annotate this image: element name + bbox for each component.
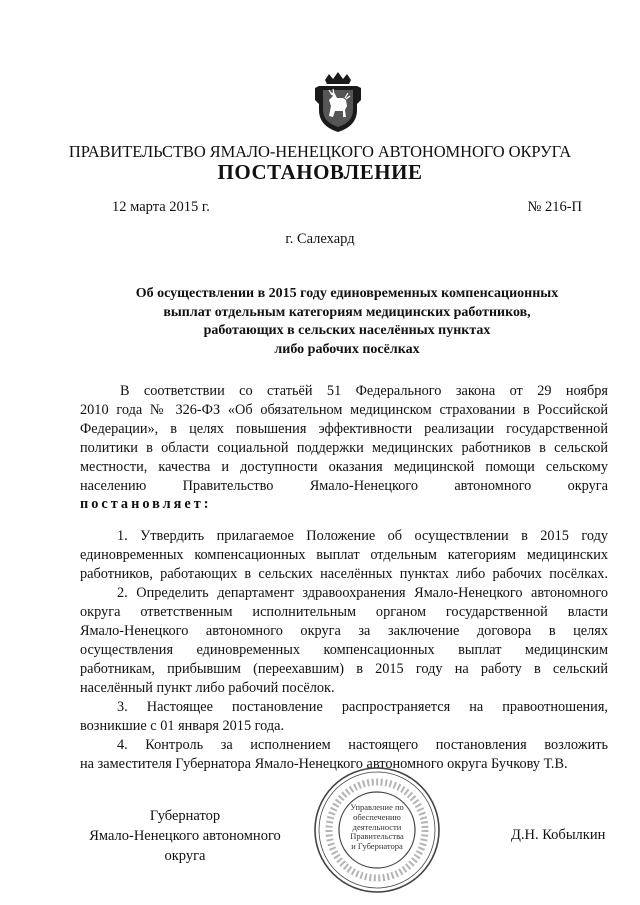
title-line: либо рабочих посёлках bbox=[274, 341, 420, 357]
seal-text-line: и Губернатора bbox=[351, 841, 403, 852]
document-city: г. Салехард bbox=[285, 231, 355, 247]
title-line: работающих в сельских населённых пунктах bbox=[203, 323, 491, 338]
title-line: Об осуществлении в 2015 году единовременных компенсационных bbox=[135, 286, 559, 301]
item-2-line: населённый пункт либо рабочий посёлок. bbox=[80, 680, 335, 696]
item-2-line: округа ответственным исполнительным органом государственной власти bbox=[80, 604, 608, 620]
item-4-line: 4. Контроль за исполнением настоящего постановления возложить bbox=[117, 737, 608, 753]
seal-text-line: Правительства bbox=[350, 831, 404, 842]
preamble-line: В соответствии со статьёй 51 Федерального закона от 29 ноября bbox=[120, 383, 608, 399]
signatory-title-line: Губернатор bbox=[149, 808, 221, 824]
document-number: № 216-П bbox=[527, 199, 582, 215]
seal-text-line: деятельности bbox=[352, 821, 402, 832]
item-1-line: единовременных компенсационных выплат отдельным категориям медицинских bbox=[80, 547, 608, 563]
preamble-line: политики в области социальной поддержки медицинских работников в сельской bbox=[80, 440, 608, 456]
resolves-word: постановляет: bbox=[80, 496, 212, 512]
preamble-line: 2010 года № 326-ФЗ «Об обязательном медицинском страховании в Российской bbox=[80, 402, 608, 418]
seal-inner-text bbox=[345, 803, 409, 852]
item-2-line: 2. Определить департамент здравоохранения Ямало-Ненецкого автономного bbox=[117, 585, 608, 601]
preamble-line: Федерации», в целях повышения эффективности реализации государственной bbox=[80, 421, 608, 437]
item-3-line: 3. Настоящее постановление распространяется на правоотношения, bbox=[117, 699, 608, 715]
item-2-line: Ямало-Ненецкого автономного округа за заключение договора в целях bbox=[80, 623, 608, 639]
item-4-line: на заместителя Губернатора Ямало-Ненецкого автономного округа Бучкову Т.В. bbox=[80, 756, 568, 772]
document-type: ПОСТАНОВЛЕНИЕ bbox=[217, 160, 423, 184]
item-2-line: работникам, прибывшим (переехавшим) в 2015 году на работу в сельский bbox=[80, 661, 608, 677]
organization-name: ПРАВИТЕЛЬСТВО ЯМАЛО-НЕНЕЦКОГО АВТОНОМНОГО ОКРУГА bbox=[68, 142, 572, 161]
coat-of-arms-icon bbox=[315, 70, 361, 134]
seal-text-line: Управление по bbox=[350, 802, 404, 812]
item-1-line: работников, работающих в сельских населённых пунктах либо рабочих посёлках. bbox=[80, 566, 608, 582]
document-date: 12 марта 2015 г. bbox=[112, 199, 210, 215]
preamble-line: населению Правительство Ямало-Ненецкого автономного округа bbox=[80, 478, 608, 494]
item-1-line: 1. Утвердить прилагаемое Положение об осуществлении в 2015 году bbox=[117, 528, 608, 544]
signatory-title bbox=[70, 806, 300, 866]
signatory-title-line: Ямало-Ненецкого автономного округа bbox=[89, 828, 281, 864]
document-title bbox=[100, 285, 594, 359]
seal-text-line: обеспечению bbox=[353, 811, 401, 822]
signatory-name: Д.Н. Кобылкин bbox=[511, 827, 606, 843]
title-line: выплат отдельным категориям медицинских работников, bbox=[163, 304, 531, 320]
item-2-line: осуществления единовременных компенсационных выплат медицинским bbox=[80, 642, 608, 658]
preamble-line: местности, качества и доступности оказания медицинской помощи сельскому bbox=[80, 459, 608, 475]
item-3-line: возникшие с 01 января 2015 года. bbox=[80, 718, 285, 734]
